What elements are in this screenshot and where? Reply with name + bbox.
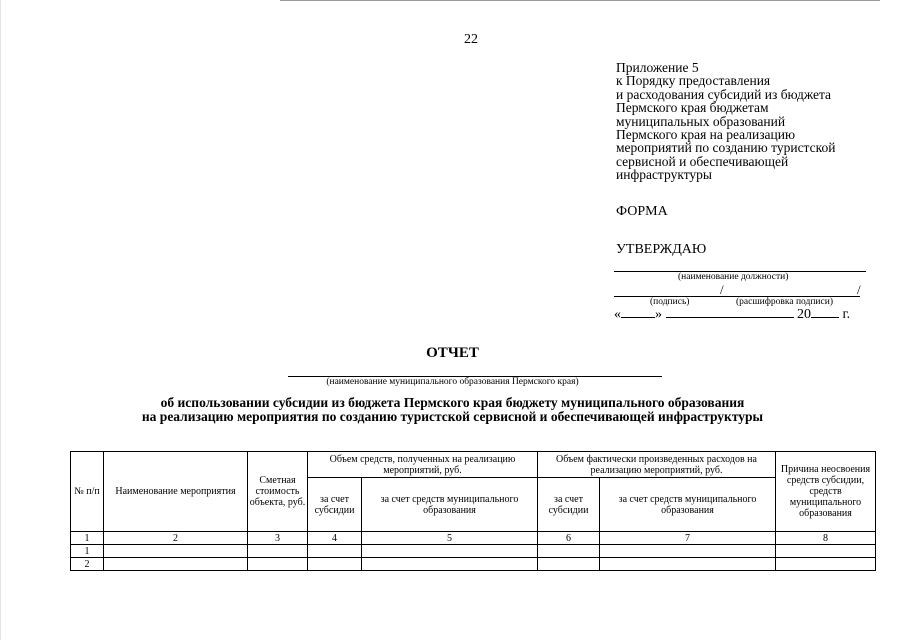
col-number-cell: 7 [600,532,776,545]
table-cell: 1 [71,545,104,558]
report-subtitle-line2: на реализацию мероприятия по созданию туристской сервисной и обеспечивающей инфраструктуры [141,409,764,424]
table-cell [248,545,308,558]
year-blank [811,306,839,318]
annex-line: Пермского края бюджетам [616,100,769,116]
table-cell [248,558,308,571]
col-number-cell: 5 [362,532,538,545]
col-number-cell: 6 [538,532,600,545]
table-cell [600,545,776,558]
annex-line: к Порядку предоставления [616,73,771,89]
annex-line: и расходования субсидий из бюджета [616,86,832,102]
table-cell [104,558,248,571]
year-suffix: г. [842,307,851,322]
table-cell [776,558,876,571]
col-number-cell: 4 [308,532,362,545]
header-received-municipal: за счет средств муниципального образования [362,478,538,532]
col-number-cell: 3 [248,532,308,545]
report-subtitle-line1: об использовании субсидии из бюджета Пермского края бюджету муниципального образования [160,395,745,410]
month-blank [666,306,794,318]
table-cell [362,558,538,571]
annex-line: инфраструктуры [616,167,712,183]
table-cell [538,545,600,558]
report-title: ОТЧЕТ [426,345,479,361]
annex-line: мероприятий по созданию туристской [616,140,836,156]
decoding-slash: / [857,282,861,297]
form-label: ФОРМА [616,204,668,219]
position-caption: (наименование должности) [678,272,789,282]
table-cell [308,558,362,571]
header-received-subsidy: за счет субсидии [308,478,362,532]
header-received-group: Объем средств, полученных на реализацию мероприятий, руб. [308,452,538,478]
table-row [71,558,876,571]
annex-line: Приложение 5 [616,60,699,75]
header-reason: Причина неосвоения средств субсидии, средств муниципального образования [776,452,876,532]
col-number-cell: 1 [71,532,104,545]
decoding-caption: (расшифровка подписи) [736,297,833,307]
report-table [70,451,876,571]
day-blank [621,306,655,318]
close-quote: » [655,307,662,322]
open-quote: « [614,307,621,322]
municipality-caption: (наименование муниципального образования Пермского края) [326,377,579,387]
year-prefix: 20 [797,307,811,322]
left-edge-line [0,0,1,640]
table-row [71,545,876,558]
signature-caption: (подпись) [650,297,690,307]
col-number-cell: 2 [104,532,248,545]
page-number: 22 [464,32,478,47]
header-cost: Сметная стоимость объекта, руб. [248,452,308,532]
signature-slash: / [720,282,724,297]
header-actual-municipal: за счет средств муниципального образования [600,478,776,532]
annex-block [616,61,835,182]
annex-line: Пермского края на реализацию [616,127,796,143]
table-cell: 2 [71,558,104,571]
column-number-row [71,532,876,545]
header-name: Наименование мероприятия [104,452,248,532]
approve-date [614,306,850,323]
header-actual-group: Объем фактически произведенных расходов на реализацию мероприятий, руб. [538,452,776,478]
table-cell [104,545,248,558]
annex-line: муниципальных образований [616,113,786,129]
header-actual-subsidy: за счет субсидии [538,478,600,532]
table-cell [776,545,876,558]
table-cell [600,558,776,571]
col-number-cell: 8 [776,532,876,545]
table-cell [362,545,538,558]
top-border-line [280,0,880,1]
table-cell [538,558,600,571]
approve-title: УТВЕРЖДАЮ [616,242,707,257]
table-cell [308,545,362,558]
annex-line: сервисной и обеспечивающей [616,153,789,169]
header-num: № п/п [71,452,104,532]
